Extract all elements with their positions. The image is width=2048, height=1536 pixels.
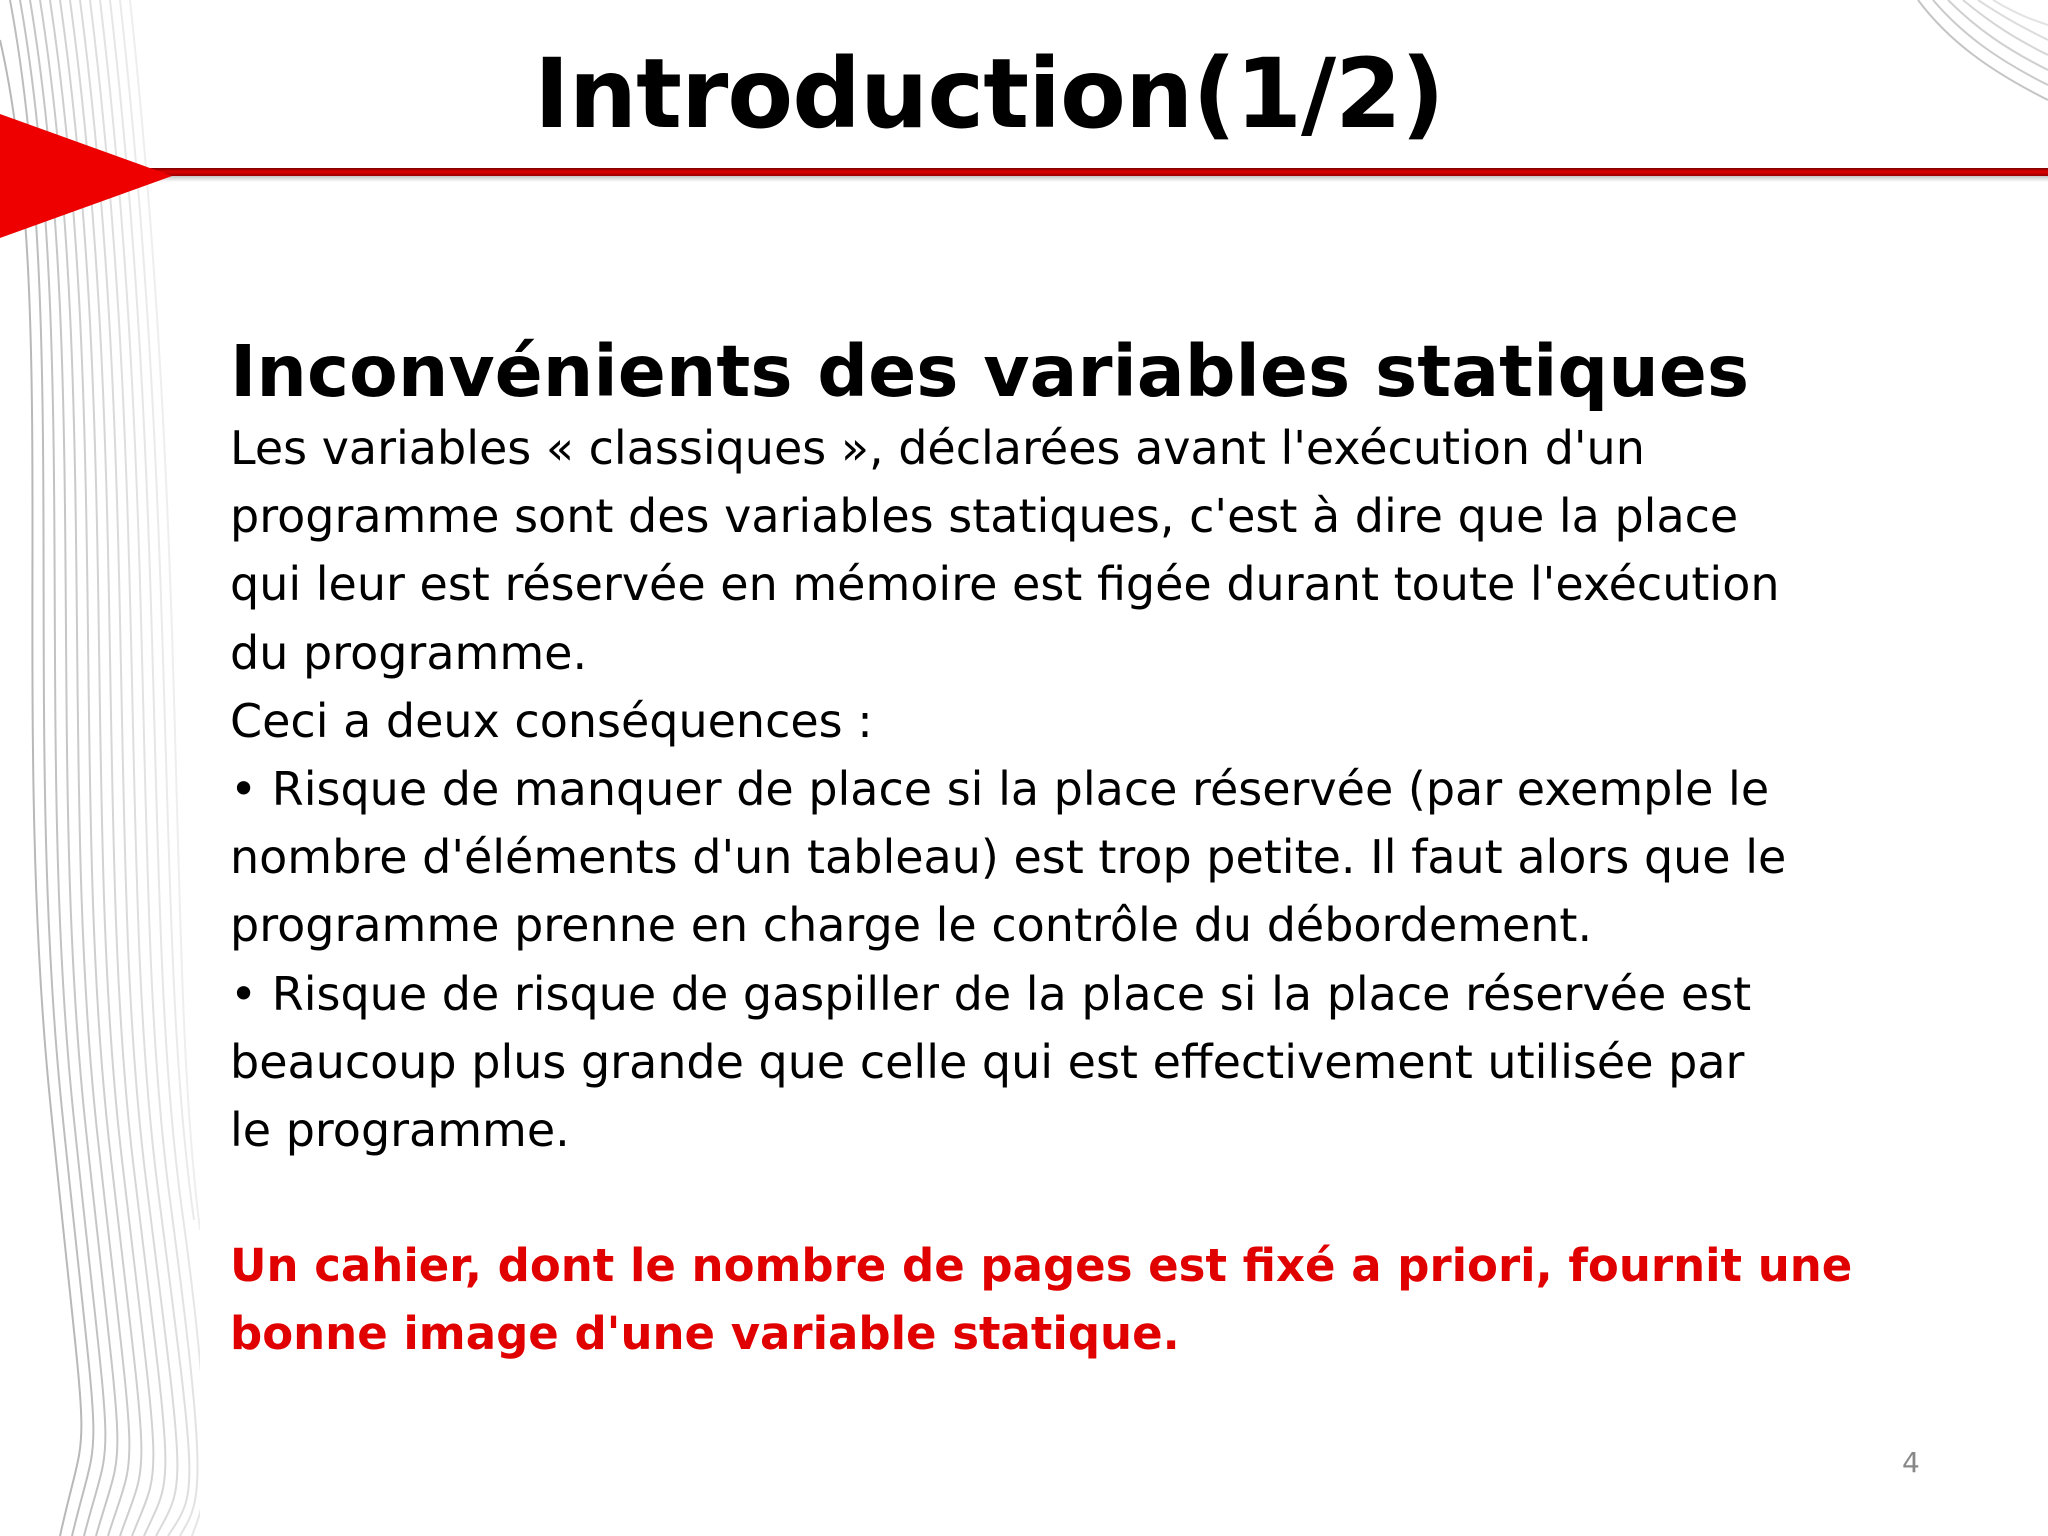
highlight-note-line: bonne image d'une variable statique. [230, 1307, 1180, 1361]
body-line: du programme. [230, 625, 588, 680]
title-rule-shadow [150, 176, 2048, 182]
slide-content [230, 330, 1853, 1368]
bullet-line: programme prenne en charge le contrôle du débordement. [230, 898, 1593, 953]
section-heading: Inconvénients des variables statiques [230, 330, 1750, 413]
title-rule [150, 168, 2048, 176]
body-line: Ceci a deux conséquences : [230, 693, 873, 748]
bullet-line: beaucoup plus grande que celle qui est effectivement utilisée par [230, 1034, 1745, 1089]
highlight-note-line: Un cahier, dont le nombre de pages est fixé a priori, fournit une [230, 1239, 1853, 1293]
spacer [230, 1164, 1830, 1232]
page-number: 4 [1902, 1446, 1920, 1479]
body-line: qui leur est réservée en mémoire est figée durant toute l'exécution [230, 557, 1780, 612]
body-line: programme sont des variables statiques, c'est à dire que la place [230, 489, 1739, 544]
decorative-curves-right [1908, 0, 2048, 110]
red-arrow-icon [0, 114, 172, 238]
bullet-line: • Risque de risque de gaspiller de la place si la place réservée est [230, 966, 1752, 1021]
slide-title: Introduction(1/2) [534, 38, 1444, 150]
bullet-line: nombre d'éléments d'un tableau) est trop petite. Il faut alors que le [230, 830, 1787, 885]
body-line: Les variables « classiques », déclarées avant l'exécution d'un [230, 421, 1645, 475]
bullet-line: le programme. [230, 1103, 570, 1158]
bullet-line: • Risque de manquer de place si la place réservée (par exemple le [230, 762, 1770, 817]
